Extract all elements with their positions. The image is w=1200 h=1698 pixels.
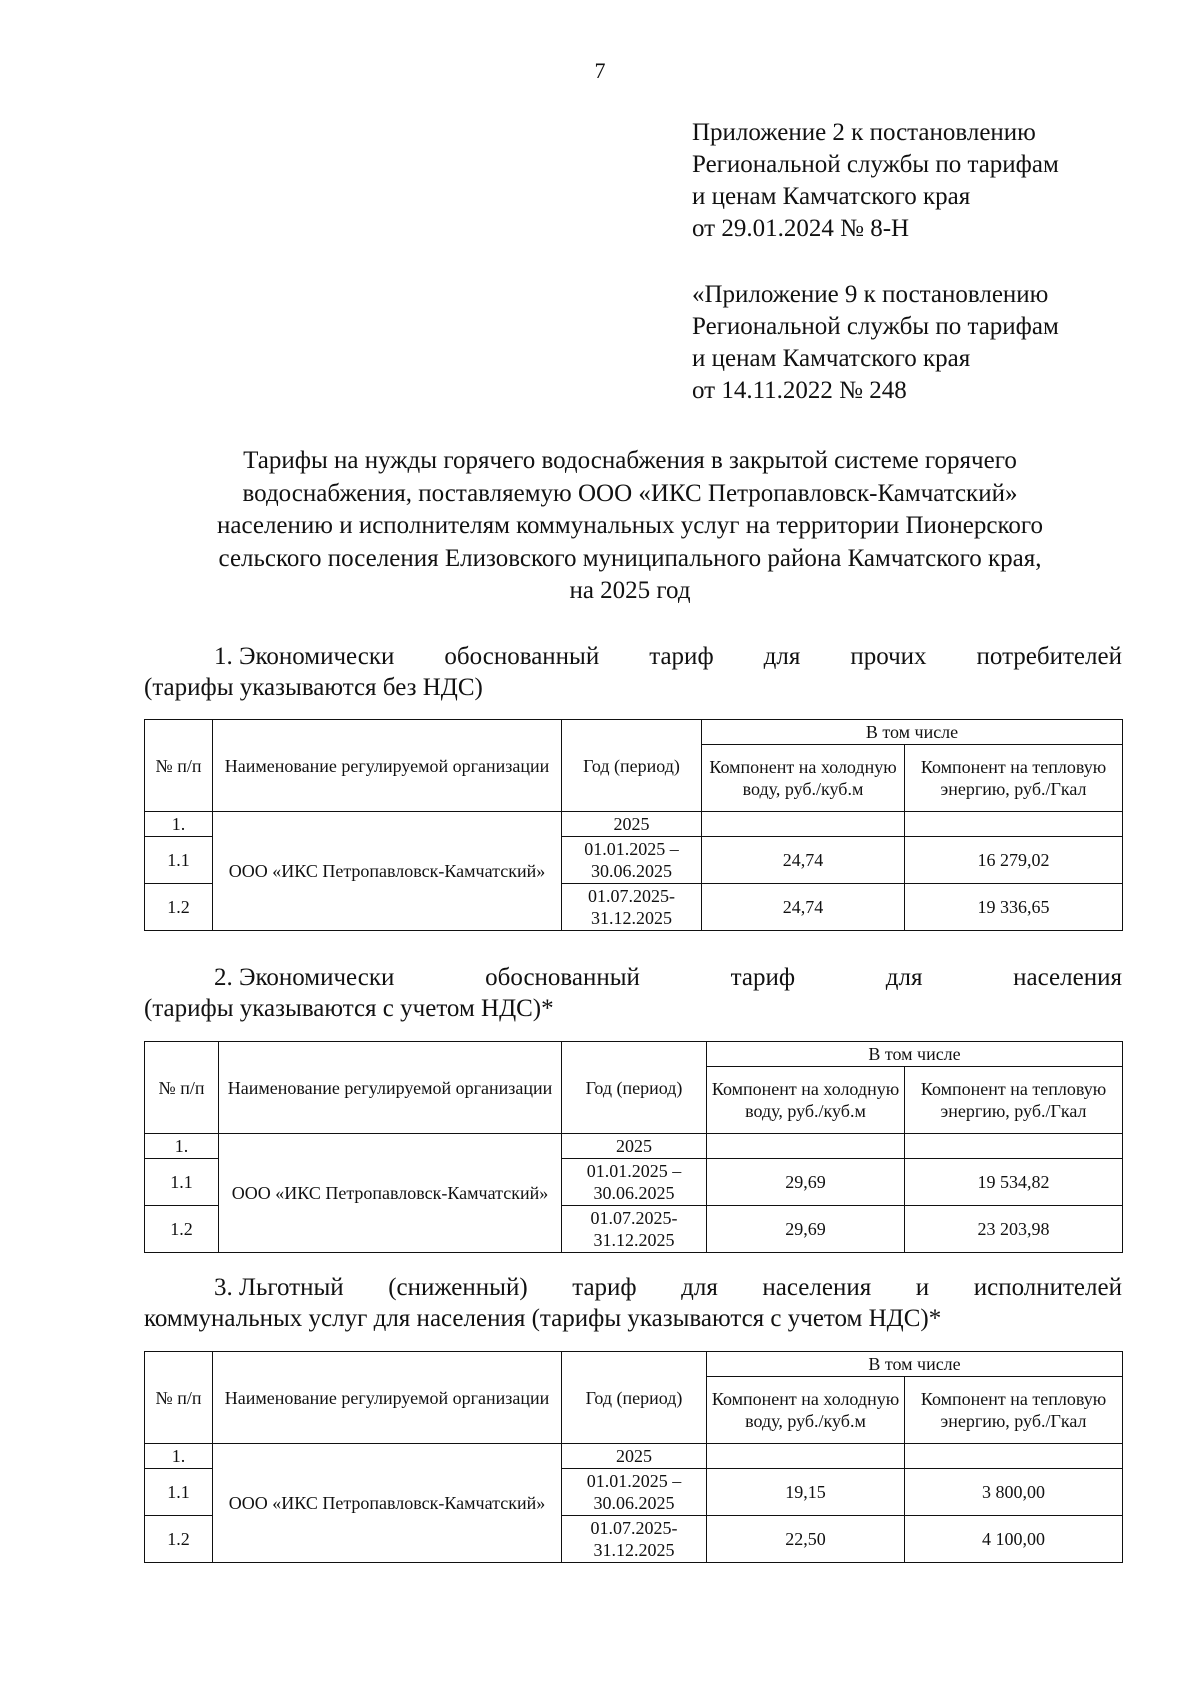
cell-cold: 29,69: [707, 1159, 905, 1206]
appendix-quote-line: «Приложение 9 к постановлению: [692, 281, 1049, 308]
col-header-cold: Компонент на холодную воду, руб./куб.м: [702, 745, 905, 812]
cell-heat: 3 800,00: [905, 1469, 1123, 1516]
col-header-cold: Компонент на холодную воду, руб./куб.м: [707, 1067, 905, 1134]
cell-num: 1.1: [145, 1159, 219, 1206]
heading-word: исполнителей: [973, 1274, 1122, 1301]
section-heading-line1: [144, 641, 1122, 672]
col-header-group: В том числе: [707, 1352, 1123, 1377]
cell-period: 01.01.2025 – 30.06.2025: [562, 1159, 707, 1206]
cell-cold: 24,74: [702, 884, 905, 931]
section-heading-line2: (тарифы указываются без НДС): [144, 674, 483, 701]
appendix-header: [692, 117, 1152, 245]
cell-num: 1.: [145, 812, 213, 837]
appendix-header-line: Региональной службы по тарифам: [692, 151, 1059, 178]
cell-cold: 24,74: [702, 837, 905, 884]
heading-word: тариф: [572, 1274, 637, 1301]
section-3-heading: [144, 1272, 1122, 1334]
title-line: сельского поселения Елизовского муниципального района Камчатского края,: [218, 544, 1042, 572]
cell-period: 01.01.2025 – 30.06.2025: [562, 1469, 707, 1516]
table-row: [145, 1134, 1123, 1159]
col-header-org: Наименование регулируемой организации: [213, 1352, 562, 1444]
title-line: Тарифы на нужды горячего водоснабжения в закрытой системе горячего: [243, 447, 1017, 474]
heading-word: для: [763, 643, 801, 670]
col-header-cold: Компонент на холодную воду, руб./куб.м: [707, 1377, 905, 1444]
section-heading-line2: (тарифы указываются с учетом НДС)*: [144, 995, 554, 1022]
cell-cold: [707, 1134, 905, 1159]
cell-org: ООО «ИКС Петропавловск-Камчатский»: [219, 1134, 562, 1253]
appendix-header-line: от 29.01.2024 № 8-Н: [692, 215, 910, 242]
cell-period: 01.01.2025 – 30.06.2025: [562, 837, 702, 884]
cell-cold: 19,15: [707, 1469, 905, 1516]
section-1-heading: [144, 641, 1122, 703]
cell-cold: [707, 1444, 905, 1469]
cell-period: 01.07.2025- 31.12.2025: [562, 884, 702, 931]
appendix-header-line: Приложение 2 к постановлению: [692, 119, 1036, 146]
col-header-org: Наименование регулируемой организации: [219, 1042, 562, 1134]
heading-word: и: [915, 1274, 930, 1301]
title-line: населению и исполнителям коммунальных услуг на территории Пионерского: [216, 512, 1044, 539]
tariff-table-3: [144, 1351, 1123, 1563]
heading-word: тариф: [730, 964, 796, 991]
cell-num: 1.1: [145, 837, 213, 884]
cell-num: 1.1: [145, 1469, 213, 1516]
appendix-quote-line: Региональной службы по тарифам: [692, 313, 1059, 340]
cell-heat: 19 534,82: [905, 1159, 1123, 1206]
section-2-heading: [144, 962, 1122, 1024]
section-heading-line1: [144, 962, 1122, 993]
heading-word: для: [681, 1274, 718, 1301]
heading-word: для: [885, 964, 923, 991]
heading-word: 3. Льготный: [214, 1274, 344, 1301]
cell-num: 1.2: [145, 1206, 219, 1253]
title-line: водоснабжения, поставляемую ООО «ИКС Петропавловск-Камчатский»: [242, 479, 1018, 507]
cell-org: ООО «ИКС Петропавловск-Камчатский»: [213, 812, 562, 931]
cell-period: 2025: [562, 1134, 707, 1159]
col-header-heat: Компонент на тепловую энергию, руб./Гкал: [905, 1377, 1123, 1444]
cell-heat: [905, 1134, 1123, 1159]
heading-word: обоснованный: [485, 964, 640, 991]
heading-word: потребителей: [976, 643, 1122, 670]
heading-word: населения: [762, 1274, 872, 1301]
cell-num: 1.2: [145, 1516, 213, 1563]
col-header-period: Год (период): [562, 1352, 707, 1444]
appendix-quote: [692, 279, 1152, 407]
section-heading-line2: коммунальных услуг для населения (тарифы указываются с учетом НДС)*: [144, 1305, 942, 1332]
col-header-period: Год (период): [562, 1042, 707, 1134]
col-header-num: № п/п: [145, 1042, 219, 1134]
cell-num: 1.: [145, 1444, 213, 1469]
heading-word: обоснованный: [444, 643, 600, 670]
table-row: [145, 812, 1123, 837]
cell-heat: 19 336,65: [905, 884, 1123, 931]
appendix-header-line: и ценам Камчатского края: [692, 183, 971, 210]
cell-heat: 23 203,98: [905, 1206, 1123, 1253]
cell-org: ООО «ИКС Петропавловск-Камчатский»: [213, 1444, 562, 1563]
title-line: на 2025 год: [569, 577, 691, 604]
cell-heat: [905, 812, 1123, 837]
col-header-num: № п/п: [145, 720, 213, 812]
cell-heat: 16 279,02: [905, 837, 1123, 884]
cell-cold: 29,69: [707, 1206, 905, 1253]
col-header-heat: Компонент на тепловую энергию, руб./Гкал: [905, 1067, 1123, 1134]
heading-word: тариф: [649, 643, 714, 670]
heading-word: прочих: [850, 643, 927, 670]
cell-num: 1.: [145, 1134, 219, 1159]
cell-cold: 22,50: [707, 1516, 905, 1563]
col-header-period: Год (период): [562, 720, 702, 812]
heading-word: 1. Экономически: [214, 643, 395, 670]
col-header-group: В том числе: [707, 1042, 1123, 1067]
document-title: [140, 445, 1120, 608]
cell-period: 2025: [562, 812, 702, 837]
appendix-quote-line: от 14.11.2022 № 248: [692, 377, 907, 404]
appendix-quote-line: и ценам Камчатского края: [692, 345, 971, 372]
cell-period: 01.07.2025- 31.12.2025: [562, 1516, 707, 1563]
cell-heat: [905, 1444, 1123, 1469]
tariff-table-2: [144, 1041, 1123, 1253]
cell-heat: 4 100,00: [905, 1516, 1123, 1563]
cell-period: 01.07.2025- 31.12.2025: [562, 1206, 707, 1253]
heading-word: населения: [1013, 964, 1122, 991]
table-row: [145, 1444, 1123, 1469]
col-header-num: № п/п: [145, 1352, 213, 1444]
cell-num: 1.2: [145, 884, 213, 931]
heading-word: (сниженный): [388, 1274, 528, 1301]
page-number: 7: [594, 58, 606, 83]
tariff-table-1: [144, 719, 1123, 931]
col-header-org: Наименование регулируемой организации: [213, 720, 562, 812]
col-header-group: В том числе: [702, 720, 1123, 745]
heading-word: 2. Экономически: [214, 964, 395, 991]
cell-cold: [702, 812, 905, 837]
section-heading-line1: [144, 1272, 1122, 1303]
col-header-heat: Компонент на тепловую энергию, руб./Гкал: [905, 745, 1123, 812]
cell-period: 2025: [562, 1444, 707, 1469]
